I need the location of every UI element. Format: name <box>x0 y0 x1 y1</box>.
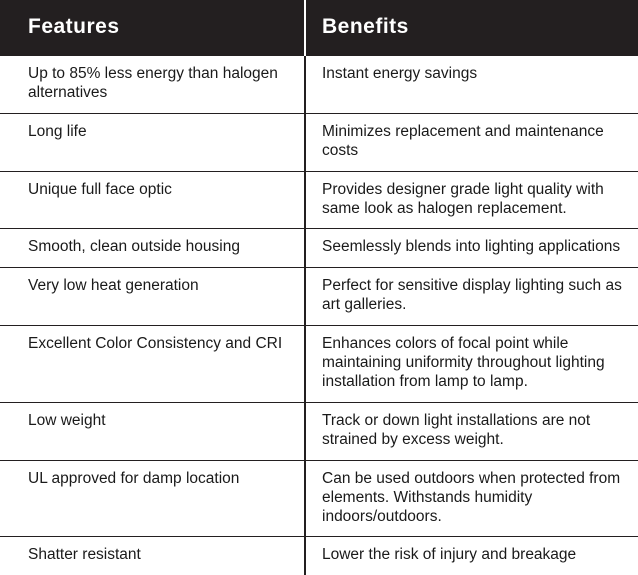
table-row <box>0 171 638 229</box>
table-row <box>0 326 638 403</box>
benefit-cell <box>305 113 638 171</box>
feature-text: Shatter resistant <box>28 546 141 564</box>
benefit-cell <box>305 402 638 460</box>
feature-cell <box>0 113 305 171</box>
table-header <box>0 0 638 56</box>
benefit-cell <box>305 460 638 537</box>
benefit-text: Track or down light installations are not strained by excess weight. <box>322 411 591 448</box>
benefit-cell <box>305 268 638 326</box>
benefit-text: Lower the risk of injury and breakage <box>322 546 577 564</box>
table-row <box>0 537 638 575</box>
feature-cell <box>0 268 305 326</box>
column-header-features: Features <box>28 15 120 38</box>
feature-text: Long life <box>28 122 87 140</box>
benefit-cell <box>305 229 638 268</box>
benefit-text: Can be used outdoors when protected from elements. Withstands humidity indoors/outdoors. <box>322 469 621 525</box>
feature-text: UL approved for damp location <box>28 469 240 487</box>
feature-text: Low weight <box>28 411 106 429</box>
table-row <box>0 402 638 460</box>
feature-text: Up to 85% less energy than halogen alternatives <box>28 65 278 101</box>
feature-cell <box>0 460 305 537</box>
feature-text: Unique full face optic <box>28 180 172 198</box>
table-row <box>0 268 638 326</box>
benefit-cell <box>305 56 638 113</box>
benefit-cell <box>305 171 638 229</box>
benefit-text: Provides designer grade light quality with same look as halogen replacement. <box>322 180 604 217</box>
table-row <box>0 113 638 171</box>
feature-text: Excellent Color Consistency and CRI <box>28 335 283 353</box>
benefit-text: Minimizes replacement and maintenance costs <box>322 122 604 159</box>
feature-cell <box>0 326 305 403</box>
feature-cell <box>0 56 305 113</box>
table-body <box>0 56 638 575</box>
feature-text: Smooth, clean outside housing <box>28 238 240 256</box>
table-row <box>0 229 638 268</box>
benefit-text: Seemlessly blends into lighting applications <box>322 238 621 256</box>
column-header-benefits: Benefits <box>305 0 638 56</box>
benefit-text: Perfect for sensitive display lighting such as art galleries. <box>322 277 622 314</box>
benefit-cell <box>305 326 638 403</box>
feature-cell <box>0 537 305 575</box>
header-row <box>0 0 638 56</box>
feature-cell <box>0 229 305 268</box>
benefit-text: Instant energy savings <box>322 65 478 82</box>
feature-text: Very low heat generation <box>28 277 199 295</box>
table-row <box>0 460 638 537</box>
benefit-text: Enhances colors of focal point while maintaining uniformity throughout lighting installation from lamp to lamp. <box>322 335 605 390</box>
feature-cell <box>0 171 305 229</box>
table-row <box>0 56 638 113</box>
benefit-cell <box>305 537 638 575</box>
feature-cell <box>0 402 305 460</box>
